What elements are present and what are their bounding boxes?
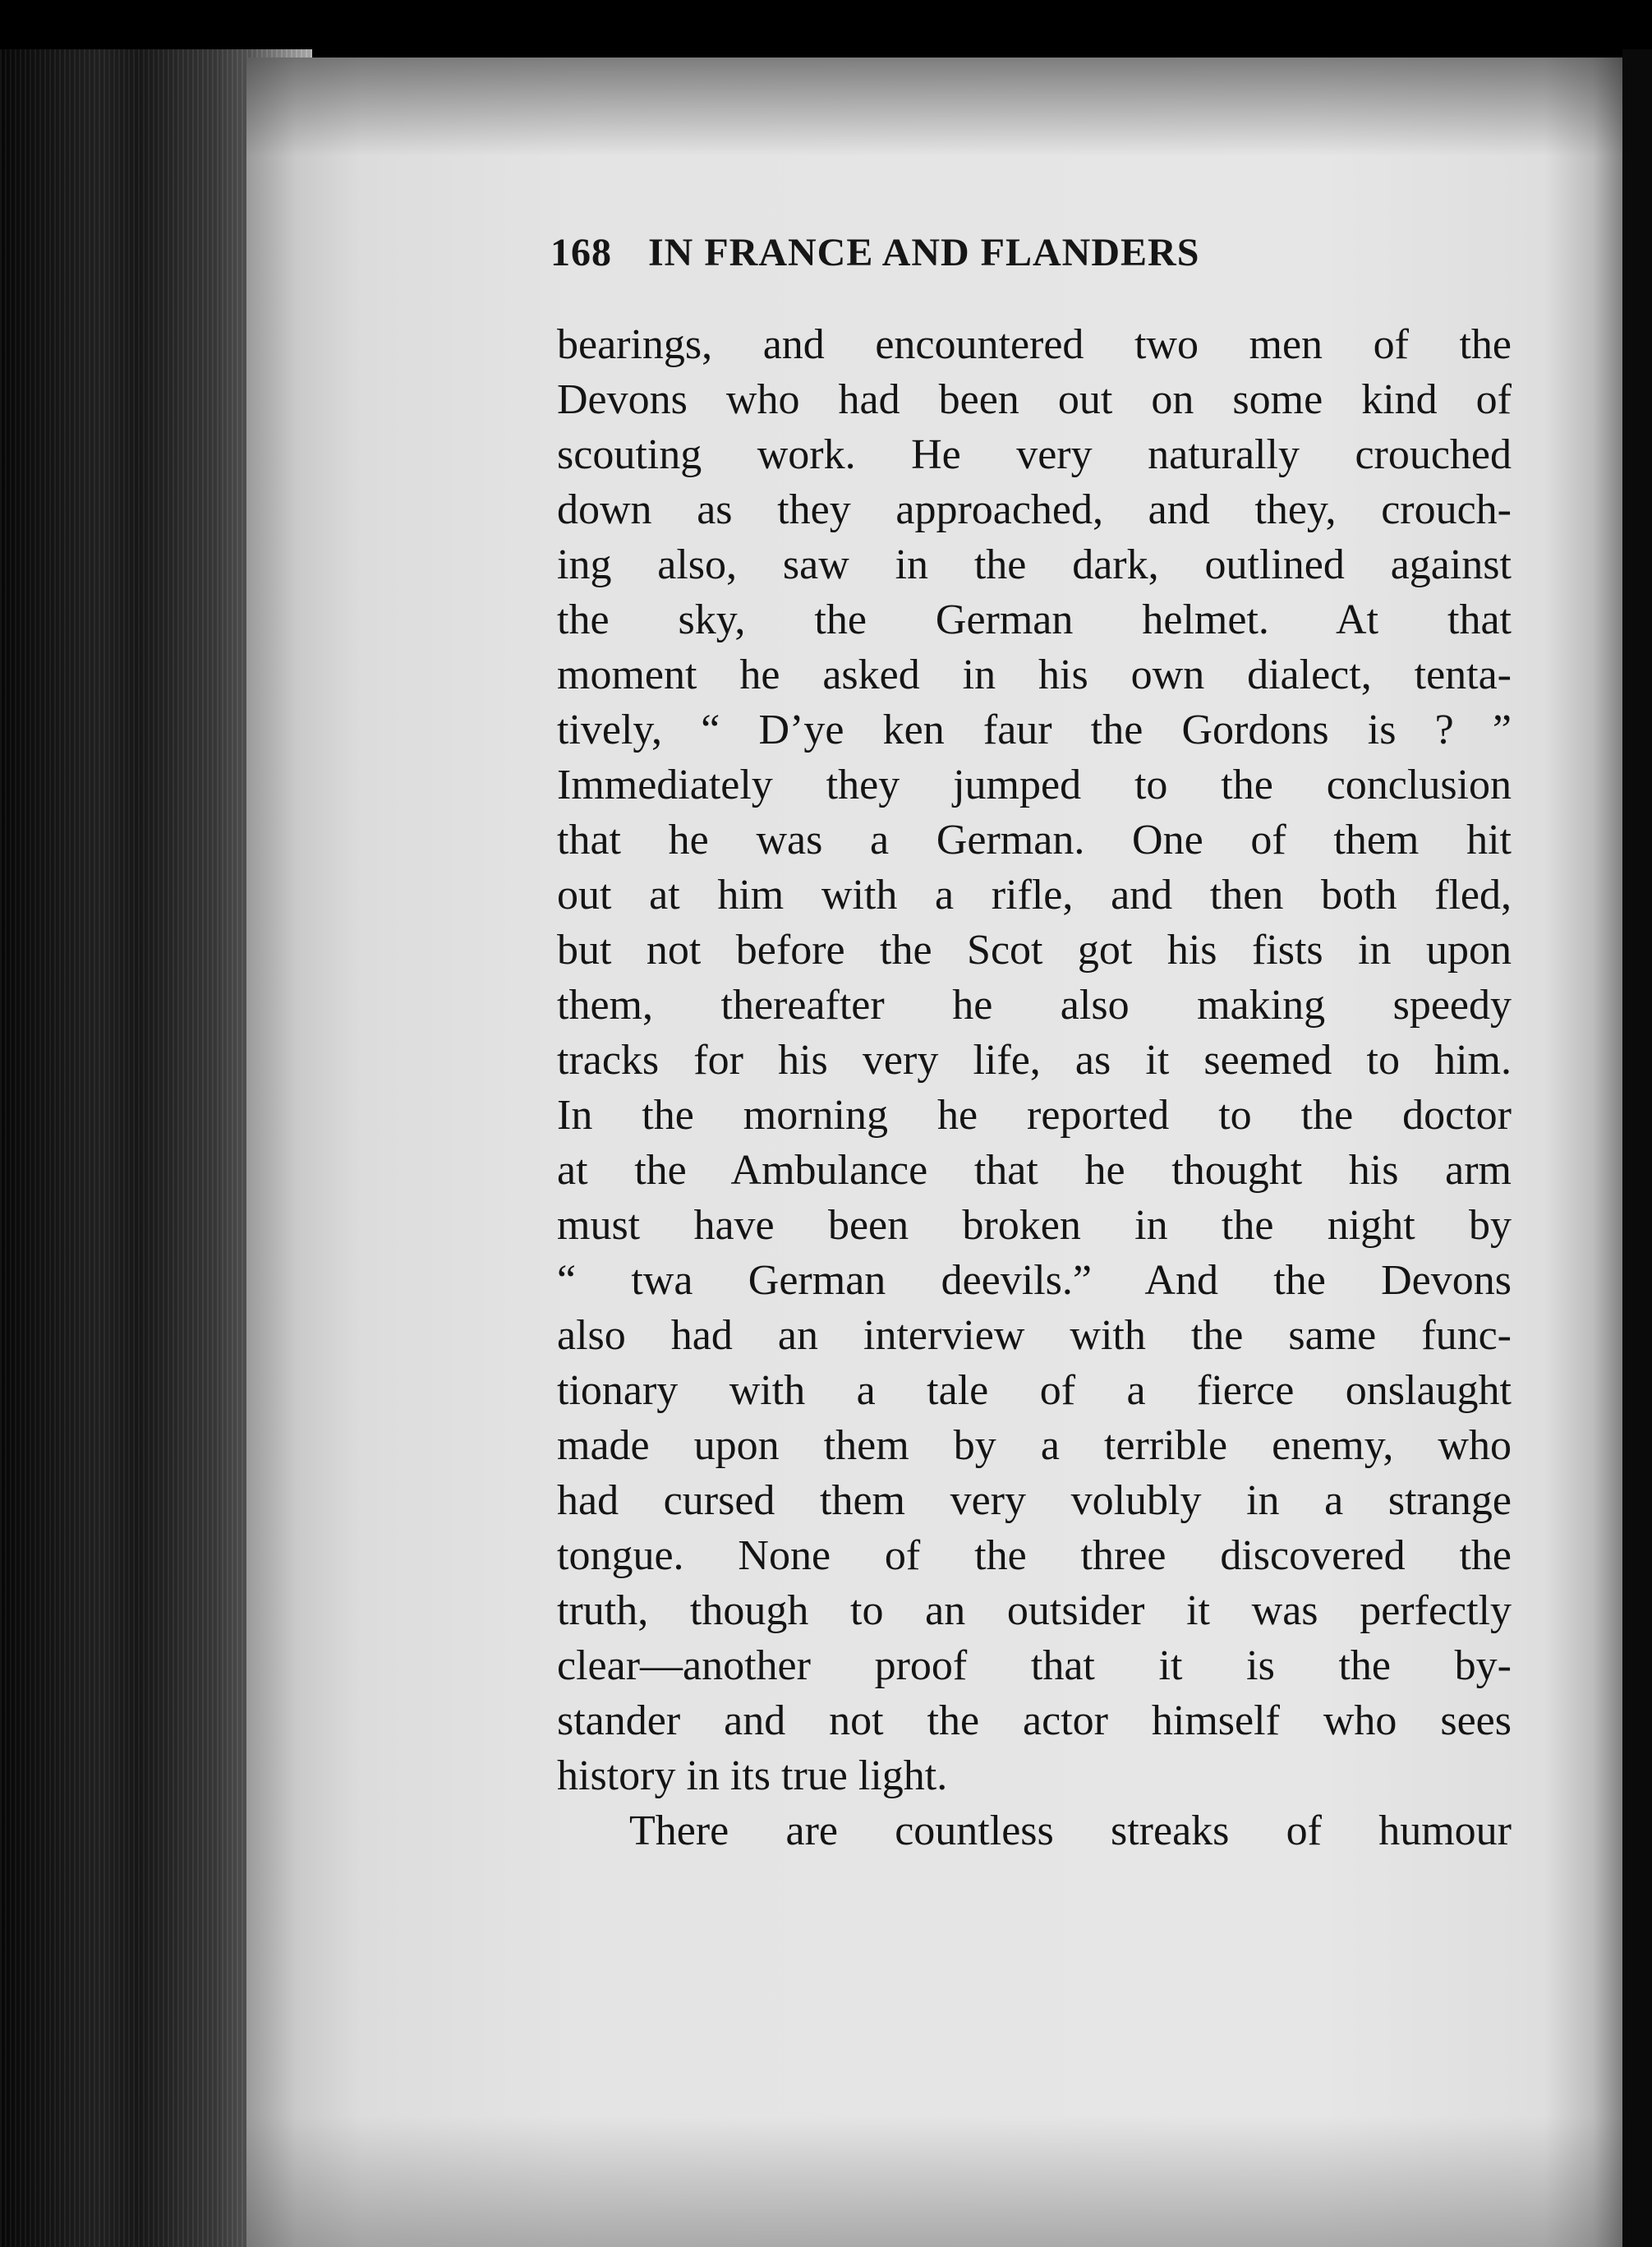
text-line: made upon them by a terrible enemy, who <box>557 1422 1512 1469</box>
text-line: tongue. None of the three discovered the <box>557 1532 1512 1579</box>
text-line: history in its true light. <box>557 1752 948 1799</box>
text-line: tively, “ D’ye ken faur the Gordons is ? ” <box>557 707 1512 753</box>
scan-right-border <box>1622 49 1652 2247</box>
text-line: but not before the Scot got his fists in upon <box>557 927 1512 974</box>
text-line: out at him with a rifle, and then both fled, <box>557 872 1512 919</box>
running-title: IN FRANCE AND FLANDERS <box>648 231 1200 274</box>
text-line: ing also, saw in the dark, outlined against <box>557 541 1512 588</box>
text-line: Devons who had been out on some kind of <box>557 376 1512 423</box>
text-line: Immediately they jumped to the conclusion <box>557 762 1512 808</box>
text-line: bearings, and encountered two men of the <box>557 321 1512 368</box>
text-line: clear—another proof that it is the by- <box>557 1642 1512 1689</box>
text-line: tionary with a tale of a fierce onslaught <box>557 1367 1512 1414</box>
text-line: must have been broken in the night by <box>557 1202 1512 1249</box>
text-line: There are countless streaks of humour <box>629 1807 1512 1854</box>
text-line: them, thereafter he also making speedy <box>557 982 1512 1029</box>
text-line: scouting work. He very naturally crouched <box>557 431 1512 478</box>
text-line: that he was a German. One of them hit <box>557 817 1512 863</box>
body-text <box>557 317 1512 1858</box>
text-line: tracks for his very life, as it seemed to him. <box>557 1037 1512 1084</box>
page-number: 168 <box>550 231 612 274</box>
text-line: moment he asked in his own dialect, tenta- <box>557 652 1512 698</box>
text-line: the sky, the German helmet. At that <box>557 596 1512 643</box>
text-line: at the Ambulance that he thought his arm <box>557 1147 1512 1194</box>
text-line: had cursed them very volubly in a strange <box>557 1477 1512 1524</box>
text-line: stander and not the actor himself who sees <box>557 1697 1512 1744</box>
running-header <box>550 230 1536 275</box>
text-line: In the morning he reported to the doctor <box>557 1092 1512 1139</box>
text-line: “ twa German deevils.” And the Devons <box>557 1257 1512 1304</box>
text-line: down as they approached, and they, crouch- <box>557 486 1512 533</box>
text-line: also had an interview with the same func- <box>557 1312 1512 1359</box>
text-line: truth, though to an outsider it was perfectly <box>557 1587 1512 1634</box>
